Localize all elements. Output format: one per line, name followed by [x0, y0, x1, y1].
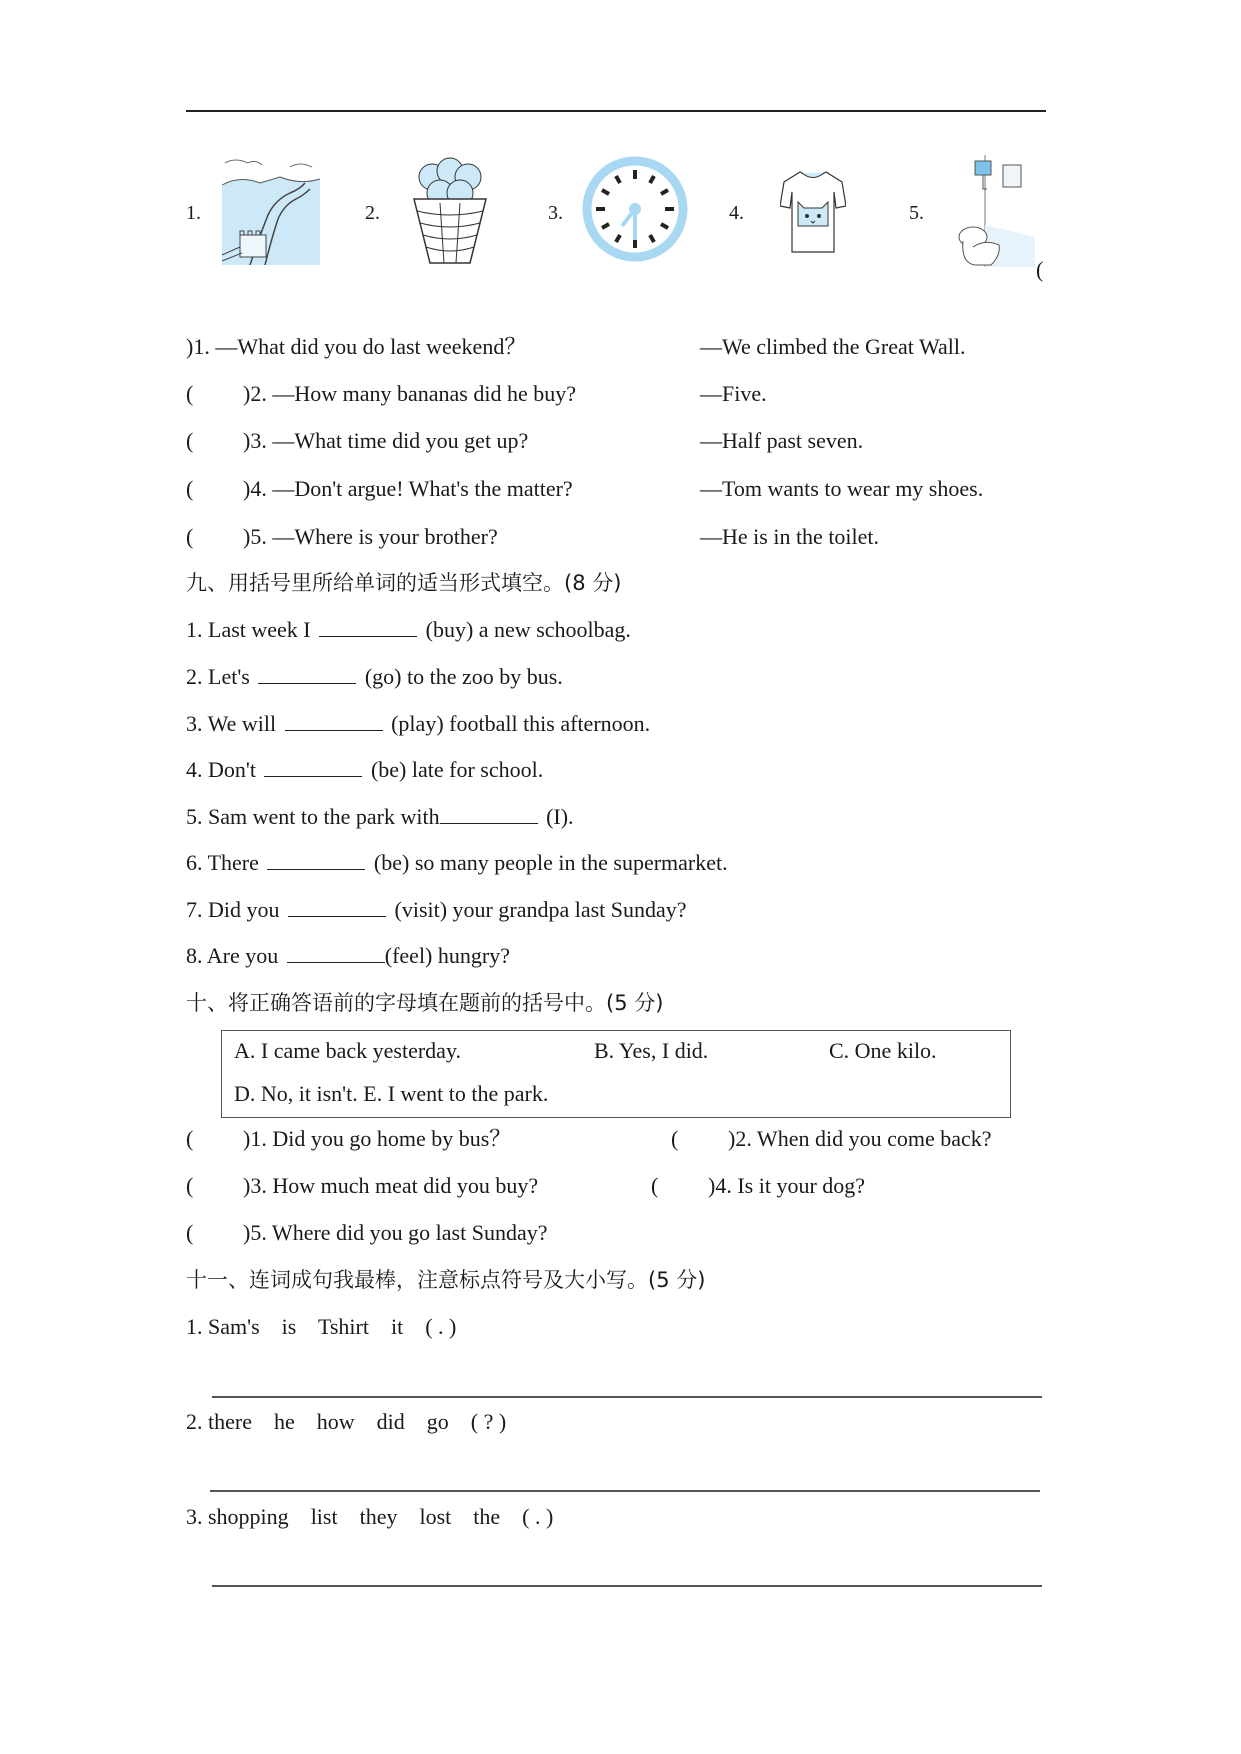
fill-blank-after: (visit) your grandpa last Sunday?: [389, 897, 687, 922]
qa-question: [243, 524, 498, 550]
fill-blank-after: (go) to the zoo by bus.: [359, 664, 563, 689]
answer-options-box: [221, 1030, 1011, 1118]
word: list: [310, 1504, 338, 1529]
qa-row: [186, 428, 1046, 454]
word: Tshirt: [317, 1314, 369, 1339]
fill-blank-item: [186, 897, 687, 923]
toilet-picture-icon: [955, 155, 1035, 267]
fill-blank-before: 2. Let's: [186, 664, 256, 689]
section-10-title: 十、将正确答语前的字母填在题前的括号中。(5 分): [186, 991, 664, 1015]
answer-line[interactable]: [212, 1396, 1042, 1398]
qa-question-text: —How many bananas did he buy?: [272, 381, 576, 406]
section-9-title: 九、用括号里所给单词的适当形式填空。(8 分): [186, 571, 622, 595]
fill-blank-before: 6. There: [186, 850, 265, 875]
answer-blank[interactable]: [285, 729, 383, 731]
word: he: [273, 1409, 295, 1434]
qa-row: [186, 334, 1046, 360]
fill-blank-before: 4. Don't: [186, 757, 262, 782]
qa-answer: —Tom wants to wear my shoes.: [700, 476, 984, 501]
item-number: 2.: [186, 1409, 203, 1434]
word: ( . ): [522, 1504, 554, 1529]
option-d-e: D. No, it isn't. E. I went to the park.: [234, 1081, 549, 1106]
fill-blank-after: (buy) a new schoolbag.: [420, 617, 631, 642]
fill-blank-before: 7. Did you: [186, 897, 285, 922]
qa-question-text: —What time did you get up?: [272, 428, 529, 453]
qa-paren-open[interactable]: (: [186, 428, 194, 453]
top-rule: [186, 110, 1046, 112]
match-item: [186, 1126, 511, 1152]
match-item: [651, 1173, 865, 1199]
answer-blank[interactable]: [287, 961, 385, 963]
word: the: [473, 1504, 501, 1529]
fill-blank-before: 3. We will: [186, 711, 282, 736]
answer-line[interactable]: [210, 1490, 1040, 1492]
match-paren[interactable]: (: [186, 1126, 194, 1151]
word: did: [376, 1409, 405, 1434]
fill-blank-item: [186, 617, 631, 643]
fill-blank-item: [186, 804, 574, 830]
fill-blank-item: [186, 850, 728, 876]
qa-question: [186, 334, 526, 360]
answer-blank[interactable]: [258, 682, 356, 684]
qa-question: [243, 381, 576, 407]
qa-row: [186, 381, 1046, 407]
fill-blank-after: (play) football this afternoon.: [385, 711, 651, 736]
fill-blank-after: (be) so many people in the supermarket.: [368, 850, 728, 875]
match-row: [186, 1173, 1046, 1199]
fill-blank-after: (be) late for school.: [365, 757, 544, 782]
qa-question-text: —Where is your brother?: [272, 524, 498, 549]
picture-number-5: 5.: [909, 202, 924, 224]
qa-number: )5.: [243, 524, 267, 549]
answer-blank[interactable]: [288, 915, 386, 917]
section-11-title: 十一、连词成句我最棒，注意标点符号及大小写。(5 分): [186, 1268, 706, 1292]
fill-blank-before: 1. Last week I: [186, 617, 317, 642]
fill-blank-item: [186, 943, 510, 969]
fill-blank-item: [186, 711, 650, 737]
match-question: )4. Is it your dog?: [708, 1173, 866, 1198]
item-number: 3.: [186, 1504, 203, 1529]
word: is: [281, 1314, 297, 1339]
word-order-item: [186, 1409, 506, 1435]
picture-number-2: 2.: [365, 202, 380, 224]
fill-blank-item: [186, 664, 563, 690]
answer-blank[interactable]: [440, 822, 538, 824]
great-wall-picture-icon: [220, 155, 322, 265]
qa-row: [186, 524, 1046, 550]
qa-answer: —Five.: [700, 381, 767, 406]
answer-blank[interactable]: [319, 635, 417, 637]
qa-row: [186, 476, 1046, 502]
item-number: 1.: [186, 1314, 203, 1339]
qa-question-text: —What did you do last weekend？: [215, 334, 527, 359]
match-item: [186, 1220, 547, 1246]
word: go: [426, 1409, 449, 1434]
answer-blank[interactable]: [267, 868, 365, 870]
picture-number-4: 4.: [729, 202, 744, 224]
qa-number: )3.: [243, 428, 267, 453]
word: it: [390, 1314, 404, 1339]
word-order-item: [186, 1504, 553, 1530]
word: they: [359, 1504, 398, 1529]
picture-number-1: 1.: [186, 202, 201, 224]
option-c: C. One kilo.: [829, 1038, 937, 1063]
answer-blank[interactable]: [264, 775, 362, 777]
word: lost: [419, 1504, 452, 1529]
fill-blank-item: [186, 757, 543, 783]
qa-question-text: —Don't argue! What's the matter?: [272, 476, 573, 501]
word: Sam's: [208, 1314, 260, 1339]
fill-blank-after: (I).: [540, 804, 574, 829]
match-question: )3. How much meat did you buy?: [243, 1173, 539, 1198]
match-question: )5. Where did you go last Sunday?: [243, 1220, 548, 1245]
word: ( . ): [425, 1314, 457, 1339]
match-question: )2. When did you come back?: [728, 1126, 992, 1151]
match-item: [186, 1173, 538, 1199]
word: shopping: [208, 1504, 289, 1529]
fill-blank-before: 5. Sam went to the park with: [186, 804, 440, 829]
match-row: [186, 1220, 1046, 1246]
qa-number: )1.: [186, 334, 210, 359]
qa-paren-open[interactable]: (: [186, 524, 194, 549]
qa-number: )2.: [243, 381, 267, 406]
qa-number: )4.: [243, 476, 267, 501]
fill-blank-after: (feel) hungry?: [384, 943, 510, 968]
match-paren[interactable]: (: [651, 1173, 659, 1198]
qa-answer: —We climbed the Great Wall.: [700, 334, 966, 359]
qa-paren-open[interactable]: (: [186, 381, 194, 406]
match-paren[interactable]: (: [186, 1220, 194, 1245]
option-b: B. Yes, I did.: [594, 1038, 709, 1063]
match-row: [186, 1126, 1046, 1152]
word: how: [316, 1409, 355, 1434]
answer-line[interactable]: [212, 1585, 1042, 1587]
qa-answer: —Half past seven.: [700, 428, 864, 453]
match-paren[interactable]: (: [671, 1126, 679, 1151]
option-a: A. I came back yesterday.: [234, 1038, 462, 1063]
qa-answer: —He is in the toilet.: [700, 524, 880, 549]
cat-tshirt-picture-icon: [780, 170, 846, 254]
match-item: [671, 1126, 992, 1152]
apple-basket-picture-icon: [410, 155, 490, 267]
match-paren[interactable]: (: [186, 1173, 194, 1198]
word-order-item: [186, 1314, 456, 1340]
clock-picture-icon: [582, 156, 688, 262]
word: ( ? ): [470, 1409, 507, 1434]
word: there: [208, 1409, 252, 1434]
picture-number-3: 3.: [548, 202, 563, 224]
qa-question: [243, 428, 528, 454]
match-question: )1. Did you go home by bus？: [243, 1126, 512, 1151]
picture-row-trailing-paren: (: [1036, 257, 1044, 282]
qa-question: [243, 476, 573, 502]
fill-blank-before: 8. Are you: [186, 943, 284, 968]
qa-paren-open[interactable]: (: [186, 476, 194, 501]
